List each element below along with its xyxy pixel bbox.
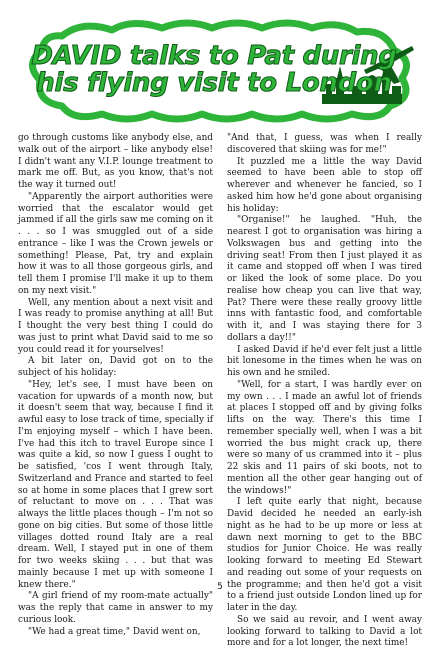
page-number: 5 (217, 582, 223, 592)
paragraph: So we said au revoir, and I went away looking forward to talking to David a lot more and for a lot longer, the next time! (227, 614, 422, 649)
paragraph: "Organise!" he laughed. "Huh, the nearest I got to organisation was hiring a Volkswagen bus and getting into the driving seat! From then I just played it as it came and stopped off when I was tired or liked the look of some place. Do you realise how cheap you can live that way, Pat? There were these really groovy little inns with fantastic food, and comfortable with it, and I was staying there for 3 dollars a day!!" (227, 215, 422, 343)
paragraph: "Hey, let's see, I must have been on vacation for upwards of a month now, but it doesn't seem that way, because I find it awful easy to lose track of time, specially if I'm enjoying myself – which I have been. I've had this itch to travel Europe since I was quite a kid, so now I guess I ought to be satisfied, 'cos I went through Italy, Switzerland and France and started to feel so at home in some places that I grew sort of reluctant to move on . . . That was always the little places though – I'm not so gone on big cities. But some of those little villages dotted round Italy are a real dream. Well, I stayed put in one of them for two weeks skiing . . . but that was mainly because I met up with someone I knew there." (18, 379, 213, 590)
article-title (22, 16, 418, 124)
paragraph: It puzzled me a little the way David seemed to have been able to stop off wherever and whenever he fancied, so I asked him how he'd gone about organising his holiday: (227, 156, 422, 214)
paragraph: "A girl friend of my room-mate actually" was the reply that came in answer to my curious look. (18, 591, 213, 625)
title-banner (22, 16, 418, 124)
paragraph: A bit later on, David got on to the subject of his holiday: (18, 356, 213, 378)
paragraph: Well, any mention about a next visit and I was ready to promise anything at all! But I thought the very best thing I could do was just to print what David said to me so you could read it for yourselves! (18, 297, 213, 355)
paragraph: "And that, I guess, was when I really discovered that skiing was for me!" (227, 133, 422, 155)
paragraph: "We had a great time," David went on, (28, 626, 201, 637)
paragraph: go through customs like anybody else, and walk out of the airport – like anybody else! I didn't want any V.I.P. lounge treatment to mark me off. But, as you know, that's not the way it turned out! (18, 133, 213, 190)
paragraph: "Well, for a start, I was hardly ever on my own . . . I made an awful lot of friends at places I stopped off and by giving folks lifts on the way. There's this time I remember specially well, when I was a bit worried the bus might crack up, there were so many of us crammed into it – plus 22 skis and 11 pairs of ski boots, not to mention all the other gear hanging out of the windows!" (227, 379, 422, 496)
paragraph: I left quite early that night, because David decided he needed an early-ish night as he had to be up more or less at dawn next morning to get to the BBC studios for Junior Choice. He was really looking forward to meeting Ed Stewart and reading out some of your requests on the programme; and then he'd got a visit to a friend just outside London lined up for later in the day. (227, 497, 422, 613)
title-line-2: his flying visit to London (36, 68, 392, 98)
title-line-1: DAVID talks to Pat during (31, 41, 397, 72)
right-column (227, 133, 422, 649)
left-column (18, 133, 213, 637)
paragraph: "Apparently the airport authorities were worried that the escalator would get jammed if all the girls saw me coming on it . . . so I was smuggled out of a side entrance – like I was the Crown jewels or something! Please, Pat, try and explain how it was to all those gorgeous girls, and tell them I promise I'll make it up to them on my next visit." (18, 191, 213, 296)
paragraph: I asked David if he'd ever felt just a little bit lonesome in the times when he was on his own and he smiled. (227, 344, 422, 378)
article-body (18, 133, 422, 649)
